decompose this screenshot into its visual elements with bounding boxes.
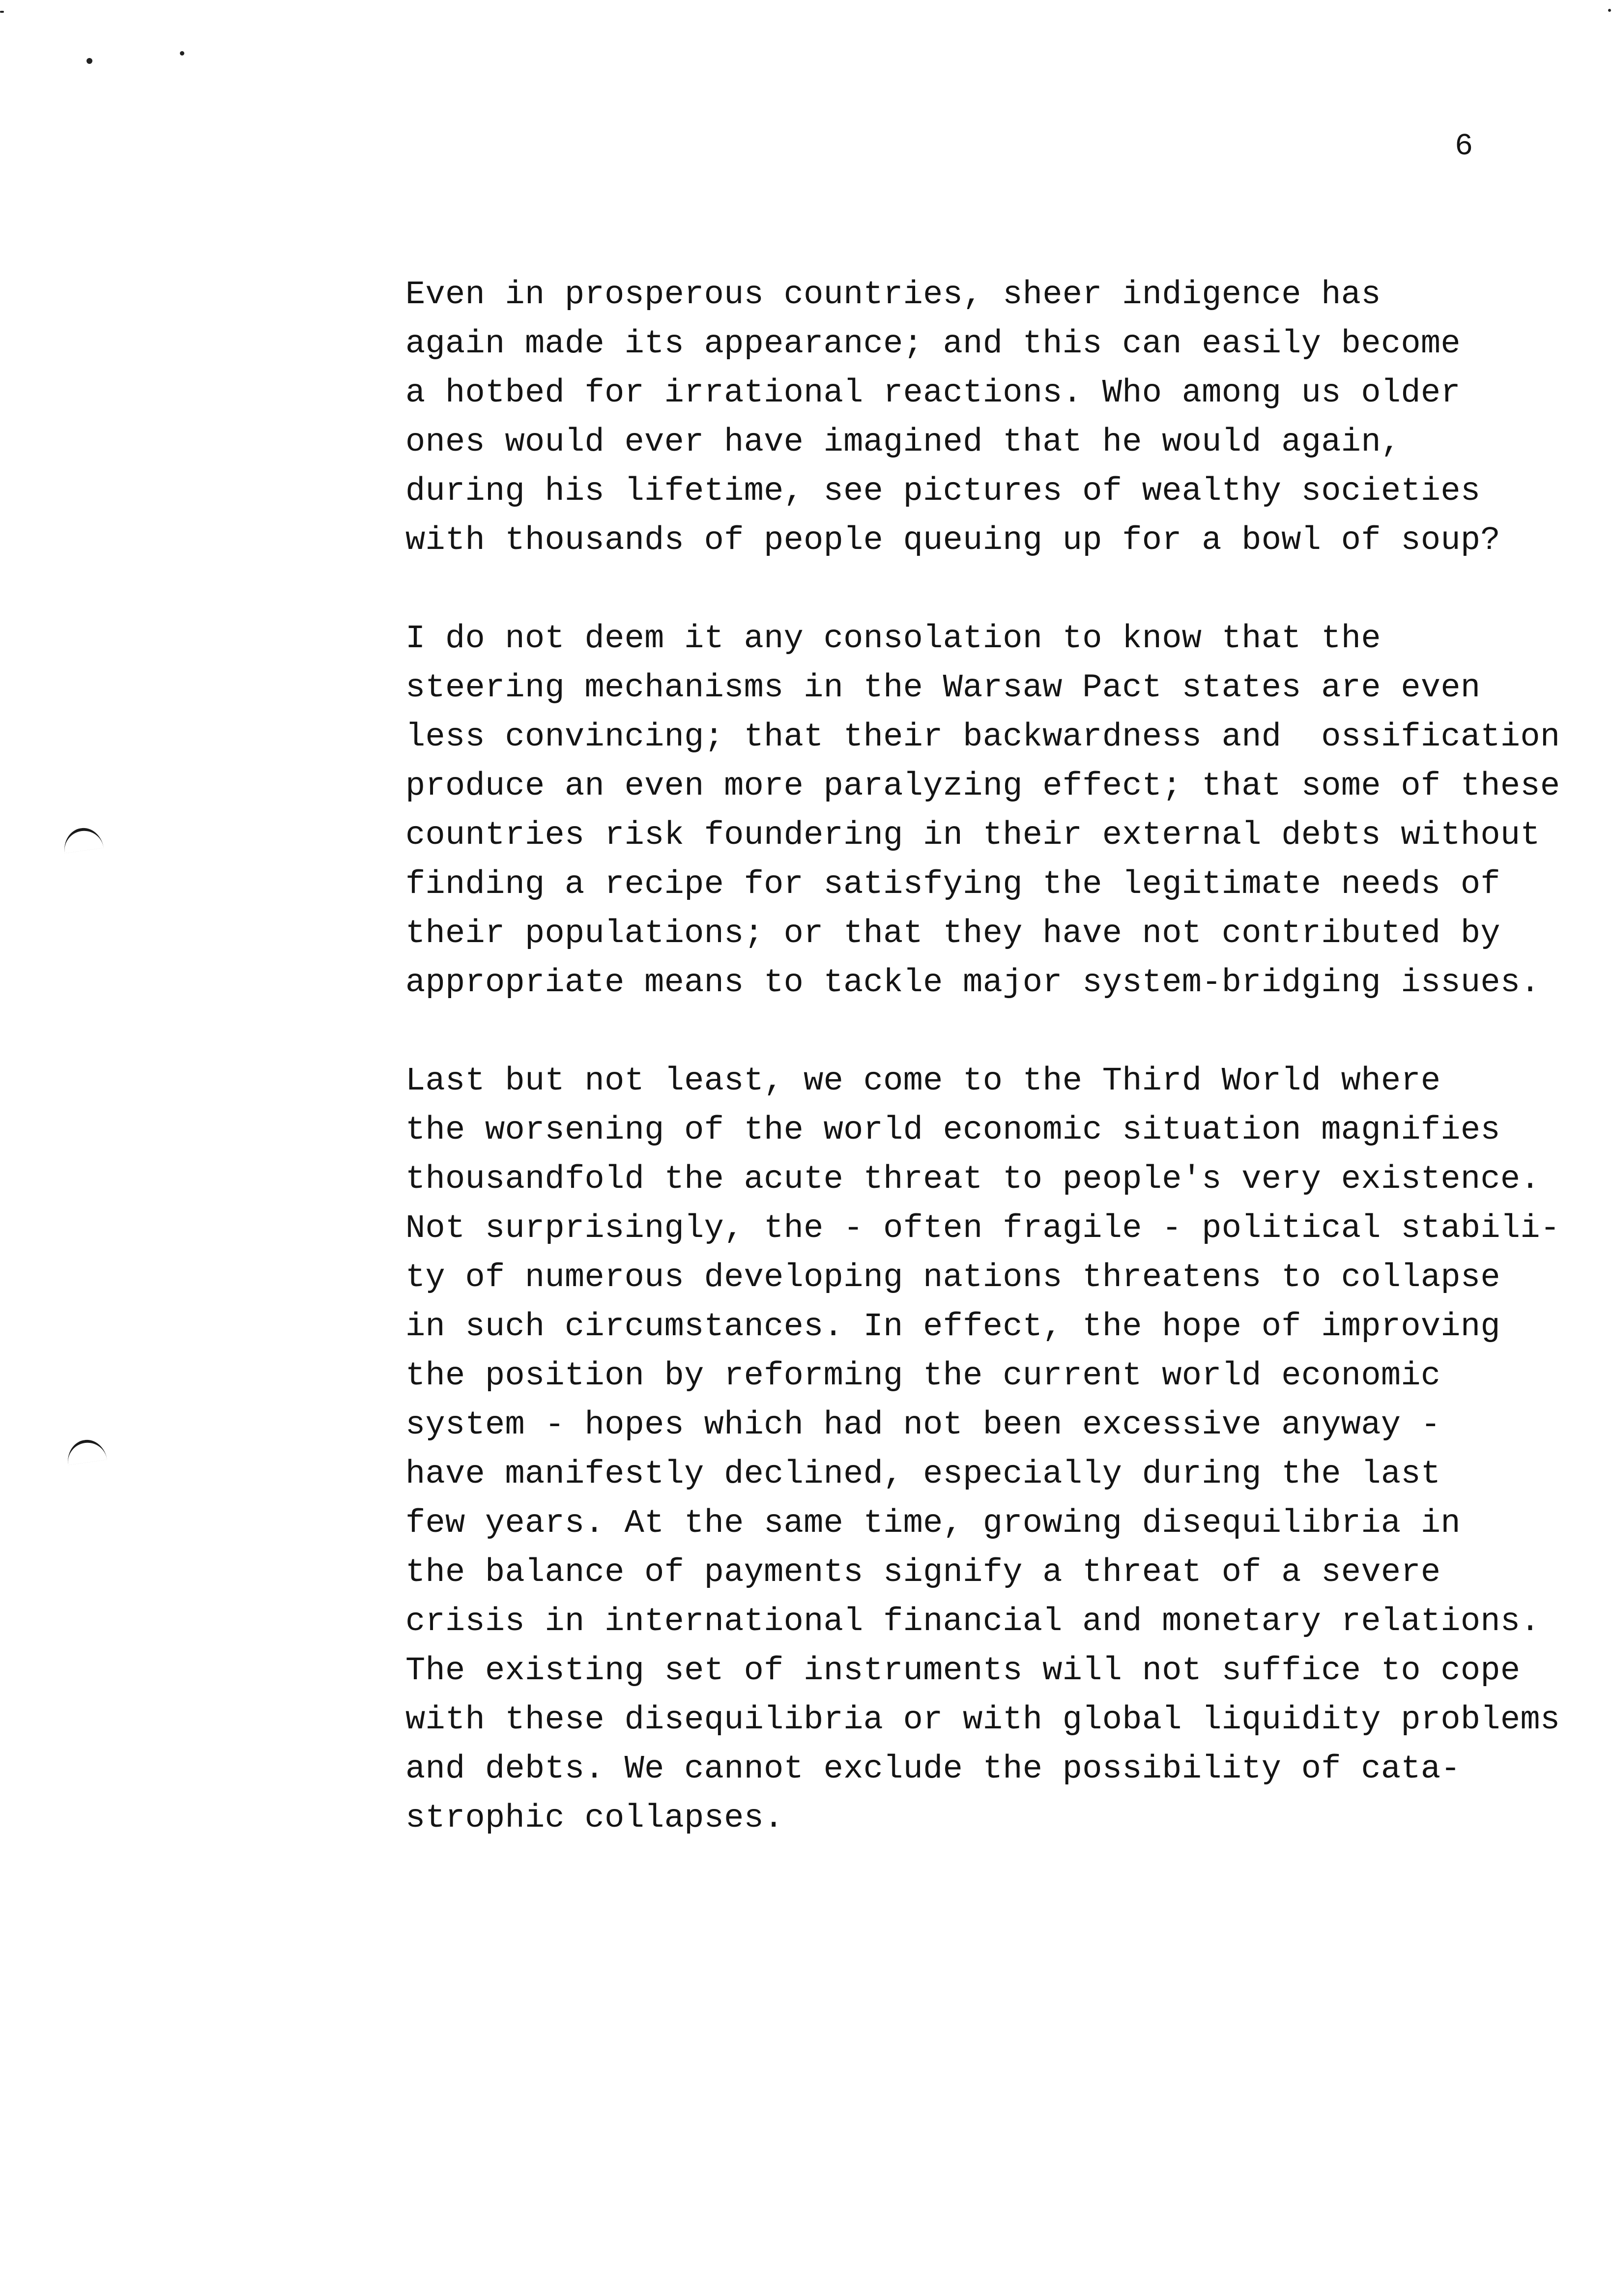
text-line: in such circumstances. In effect, the hope of improving (405, 1308, 1500, 1346)
text-line: strophic collapses. (405, 1800, 784, 1837)
text-line: few years. At the same time, growing disequilibria in (405, 1505, 1461, 1542)
text-line: finding a recipe for satisfying the legitimate needs of (405, 866, 1500, 903)
scan-speck (86, 58, 92, 64)
punch-hole-mark (65, 1437, 107, 1465)
text-line: with these disequilibria or with global liquidity problems (405, 1701, 1560, 1739)
text-line: have manifestly declined, especially during the last (405, 1456, 1441, 1493)
text-line: The existing set of instruments will not suffice to cope (405, 1652, 1521, 1690)
text-line: the balance of payments signify a threat of a severe (405, 1554, 1441, 1591)
text-line: Not surprisingly, the - often fragile - political stabili- (405, 1210, 1560, 1247)
text-line: ty of numerous developing nations threatens to collapse (405, 1259, 1500, 1296)
text-line: appropriate means to tackle major system-bridging issues. (405, 964, 1540, 1002)
scan-speck (1608, 9, 1611, 12)
text-line: produce an even more paralyzing effect; that some of these (405, 768, 1560, 805)
text-line: the position by reforming the current world economic (405, 1357, 1441, 1395)
punch-hole-mark (61, 826, 104, 854)
text-line: again made its appearance; and this can easily become (405, 325, 1461, 363)
text-line: I do not deem it any consolation to know that the (405, 620, 1381, 658)
text-line: thousandfold the acute threat to people's very existence. (405, 1161, 1540, 1198)
text-line: steering mechanisms in the Warsaw Pact states are even (405, 669, 1481, 707)
text-line: Last but not least, we come to the Third World where (405, 1062, 1441, 1100)
text-line: ones would ever have imagined that he would again, (405, 424, 1401, 461)
text-line: a hotbed for irrational reactions. Who among us older (405, 374, 1461, 412)
page-number: 6 (1455, 129, 1473, 164)
scan-speck (0, 11, 4, 13)
text-line: and debts. We cannot exclude the possibility of cata- (405, 1751, 1461, 1788)
text-line: their populations; or that they have not contributed by (405, 915, 1500, 952)
text-line: less convincing; that their backwardness and ossification (405, 718, 1560, 756)
text-line: with thousands of people queuing up for a bowl of soup? (405, 522, 1500, 559)
paragraph-3 (405, 1057, 1565, 1843)
paragraph-2 (405, 614, 1565, 1007)
text-line: the worsening of the world economic situation magnifies (405, 1112, 1500, 1149)
body-text (405, 270, 1565, 1892)
text-line: crisis in international financial and monetary relations. (405, 1603, 1540, 1640)
scan-speck (180, 51, 184, 56)
text-line: countries risk foundering in their external debts without (405, 817, 1540, 854)
text-line: system - hopes which had not been excessive anyway - (405, 1406, 1441, 1444)
text-line: Even in prosperous countries, sheer indigence has (405, 276, 1381, 314)
paragraph-1 (405, 270, 1565, 565)
text-line: during his lifetime, see pictures of wealthy societies (405, 473, 1481, 510)
